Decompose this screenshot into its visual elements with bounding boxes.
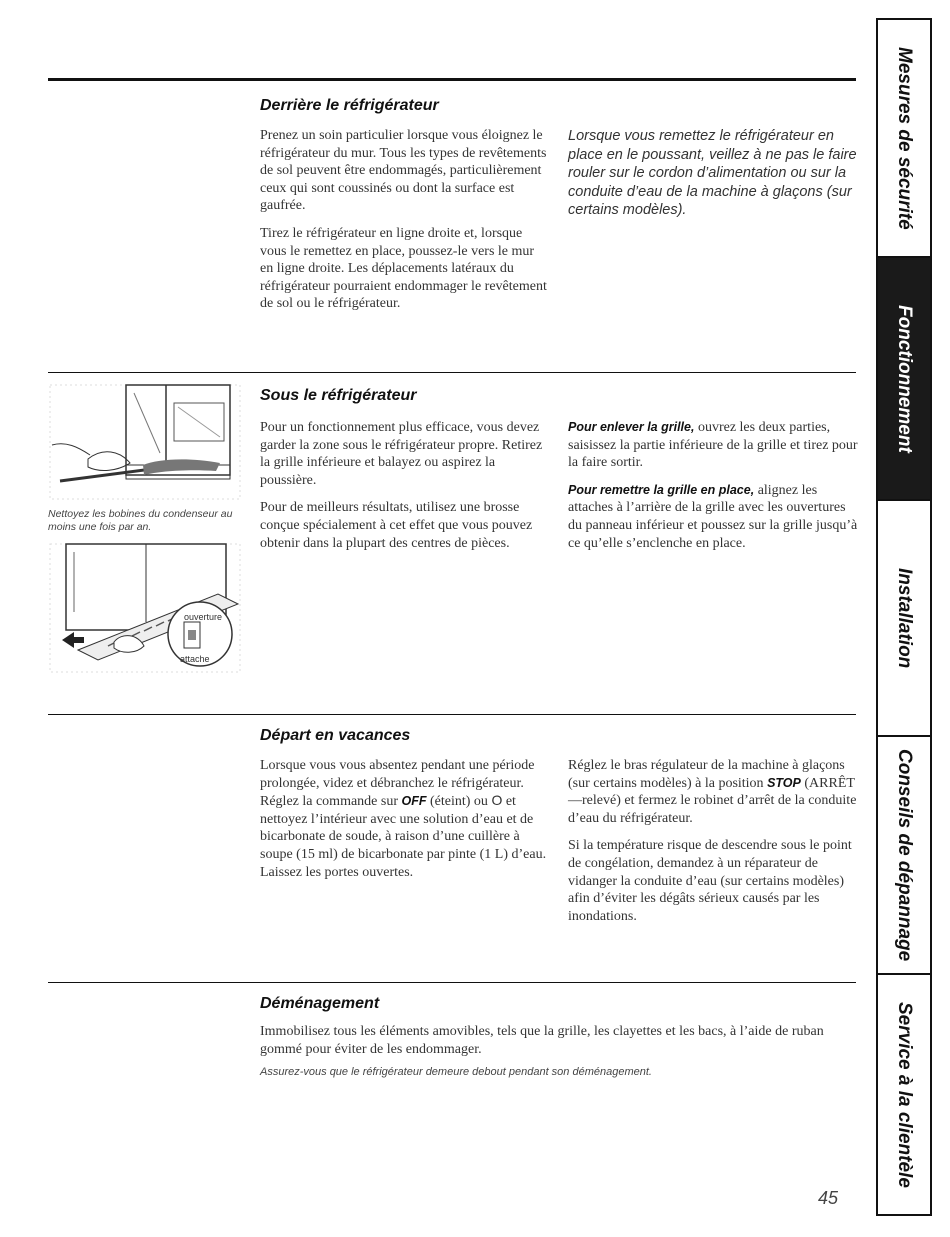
tab-label-conseils: Conseils de dépannage bbox=[894, 748, 915, 962]
page-number: 45 bbox=[818, 1188, 839, 1208]
replace-grille-text: alignez les attaches à l’arrière de la grille avec les ouvertures du panneau inférieur et poussez sur la grille jusqu’à ce qu’elle s’enclenche en place. bbox=[568, 482, 858, 551]
behind-right-column: Lorsque vous remettez le réfrigérateur en place en le poussant, veillez à ne pas le faire rouler sur le cordon d’alimentation ou sur la conduite d’eau de la machine à glaçons (sur certains modèles). bbox=[568, 128, 857, 218]
illustration-label-attache: attache bbox=[180, 654, 210, 664]
section-divider-moving bbox=[48, 982, 856, 983]
tab-mesures-de-securite[interactable] bbox=[878, 20, 930, 258]
tab-conseils-de-depannage[interactable] bbox=[878, 737, 930, 975]
vacation-right-text-a: Réglez le bras régulateur de la machine à glaçons (sur certains modèles) à la position bbox=[568, 758, 845, 791]
moving-column bbox=[260, 1023, 856, 1092]
remove-grille-text: ouvrez les deux parties, saisissez la partie inférieure de la grille et tirez pour la faire sortir. bbox=[568, 420, 858, 471]
vacation-right-column bbox=[568, 757, 858, 935]
tab-label-installation: Installation bbox=[894, 567, 915, 669]
under-left-column bbox=[260, 419, 550, 562]
moving-note: Assurez-vous que le réfrigérateur demeure debout pendant son déménagement. bbox=[260, 1066, 652, 1079]
behind-left-column bbox=[260, 127, 550, 323]
vacation-right-paragraph-1 bbox=[568, 757, 858, 827]
off-symbol: O bbox=[491, 792, 503, 809]
vacation-right-text-b: (ARRÊT—relevé) et fermez le robinet d’arrêt de la conduite d’eau du réfrigérateur. bbox=[568, 775, 857, 826]
moving-paragraph: Immobilisez tous les éléments amovibles, tels que la grille, les clayettes et les bacs, à l’aide de ruban gommé pour éviter de les endommager. bbox=[260, 1024, 824, 1057]
vacation-left-column bbox=[260, 757, 550, 891]
section-divider-under bbox=[48, 372, 856, 373]
condenser-cleaning-illustration bbox=[48, 383, 242, 501]
tab-label-service: Service à la clientèle bbox=[894, 1001, 915, 1188]
replace-grille-paragraph bbox=[568, 482, 858, 552]
under-right-column bbox=[568, 419, 858, 562]
vacation-text-a: Lorsque vous vous absentez pendant une période prolongée, videz et débranchez le réfrigérateur. Réglez la commande sur bbox=[260, 758, 535, 810]
heading-derriere: Derrière le réfrigérateur bbox=[260, 97, 439, 114]
tab-label-fonctionnement: Fonctionnement bbox=[894, 304, 915, 453]
behind-paragraph-1: Prenez un soin particulier lorsque vous éloignez le réfrigérateur du mur. Tous les types de revêtements de sol peuvent être endommagés, particulièrement ceux qui sont coussinés ou dont la surface est gaufrée. bbox=[260, 128, 547, 214]
tab-installation[interactable] bbox=[878, 501, 930, 737]
vacation-text-b: (éteint) ou bbox=[426, 794, 492, 810]
vacation-text-c: et nettoyez l’intérieur avec une solution d’eau et de bicarbonate de soude, à raison d’une cuillère à soupe (15 ml) de bicarbonate par pinte (1 L) d’eau. Laissez les portes ouvertes. bbox=[260, 794, 547, 880]
section-divider-top bbox=[48, 78, 856, 81]
tab-fonctionnement[interactable] bbox=[878, 258, 930, 501]
remove-grille-lead: Pour enlever la grille, bbox=[568, 420, 695, 434]
tab-label-mesures: Mesures de sécurité bbox=[894, 46, 915, 230]
tab-service-a-la-clientele[interactable] bbox=[878, 975, 930, 1214]
section-divider-vacation bbox=[48, 714, 856, 715]
under-paragraph-1: Pour un fonctionnement plus efficace, vous devez garder la zone sous le réfrigérateur propre. Retirez la grille inférieure et balayez ou aspirez la poussière. bbox=[260, 420, 543, 488]
vacation-paragraph-1 bbox=[260, 757, 550, 881]
vacation-right-paragraph-2: Si la température risque de descendre sous le point de congélation, demandez à un réparateur de vidanger la conduite d’eau (sur certains modèles) afin d’éviter les dégâts sérieux causés par les inondations. bbox=[568, 838, 852, 924]
stop-keyword: STOP bbox=[767, 775, 801, 790]
remove-grille-paragraph bbox=[568, 419, 858, 472]
illustration-label-ouverture: ouverture bbox=[184, 612, 223, 622]
side-section-tabs bbox=[876, 18, 932, 1216]
heading-vacances: Départ en vacances bbox=[260, 727, 411, 744]
behind-paragraph-2: Tirez le réfrigérateur en ligne droite et, lorsque vous le remettez en place, poussez-le vers le mur en ligne droite. Les déplacements latéraux du réfrigérateur pourraient endommager le revêtement de sol ou le réfrigérateur. bbox=[260, 225, 547, 312]
off-keyword: OFF bbox=[401, 794, 427, 809]
illustration-caption: Nettoyez les bobines du condenseur au moins une fois par an. bbox=[48, 508, 233, 533]
heading-demenagement: Déménagement bbox=[260, 995, 380, 1012]
replace-grille-lead: Pour remettre la grille en place, bbox=[568, 482, 755, 497]
grille-removal-illustration bbox=[48, 542, 242, 674]
under-paragraph-2: Pour de meilleurs résultats, utilisez une brosse conçue spécialement à cet effet que vous pouvez obtenir dans la plupart des centres de pièces. bbox=[260, 500, 533, 551]
heading-sous: Sous le réfrigérateur bbox=[260, 387, 417, 404]
